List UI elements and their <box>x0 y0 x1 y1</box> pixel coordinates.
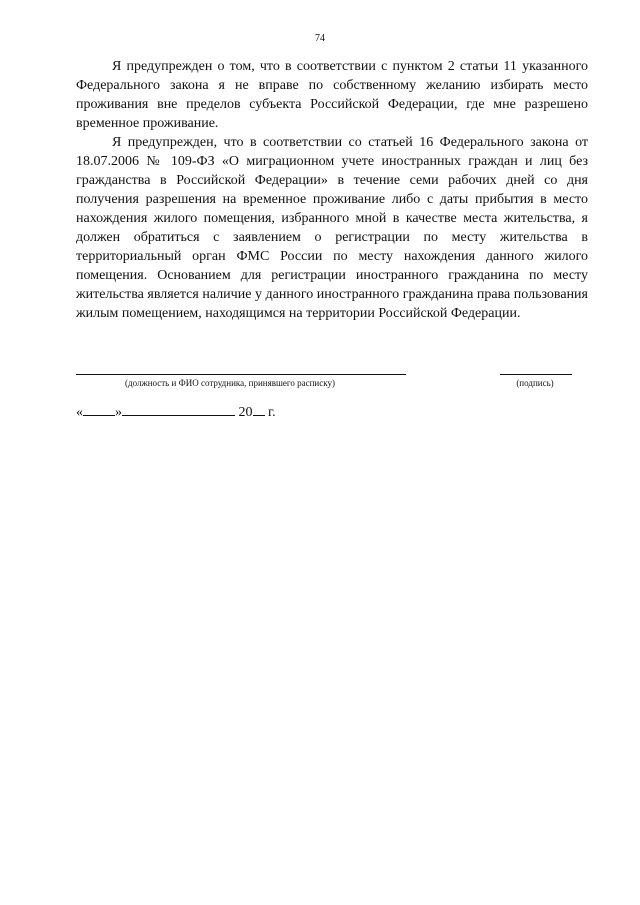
date-open-quote: « <box>76 405 83 420</box>
official-signature-line <box>76 374 406 375</box>
month-blank <box>122 403 235 416</box>
signature-line <box>500 374 572 375</box>
paragraph-residence-restriction: Я предупрежден о том, что в соответствии с пунктом 2 статьи 11 указанного Федерального закона я не вправе по собственному желанию избирать место проживания вне пределов субъекта Российской Федерации, где мне разрешено временное проживание. <box>76 59 588 131</box>
signature-caption: (подпись) <box>516 378 554 388</box>
year-blank <box>253 403 265 416</box>
body-text <box>76 57 588 323</box>
year-prefix: 20 <box>238 405 253 420</box>
official-caption: (должность и ФИО сотрудника, принявшего расписку) <box>125 378 335 388</box>
year-suffix: г. <box>268 405 276 420</box>
date-line <box>76 403 276 421</box>
paragraph-registration-obligation: Я предупрежден, что в соответствии со статьей 16 Федерального закона от 18.07.2006 № 109-ФЗ «О миграционном учете иностранных граждан и лиц без гражданства в Российской Федерации» в течение семи рабочих дней со дня получения разрешения на временное проживание либо с даты прибытия в место нахождения жилого помещения, избранного мной в качестве места жительства, я должен обратиться с заявлением о регистрации по месту жительства в территориальный орган ФМС России по месту нахождения данного жилого помещения. Основанием для регистрации иностранного гражданина по месту жительства является наличие у данного иностранного гражданина права пользования жилым помещением, находящимся на территории Российской Федерации. <box>76 135 588 321</box>
day-blank <box>83 403 115 416</box>
date-close-quote: » <box>115 405 122 420</box>
page-number: 74 <box>315 33 325 44</box>
